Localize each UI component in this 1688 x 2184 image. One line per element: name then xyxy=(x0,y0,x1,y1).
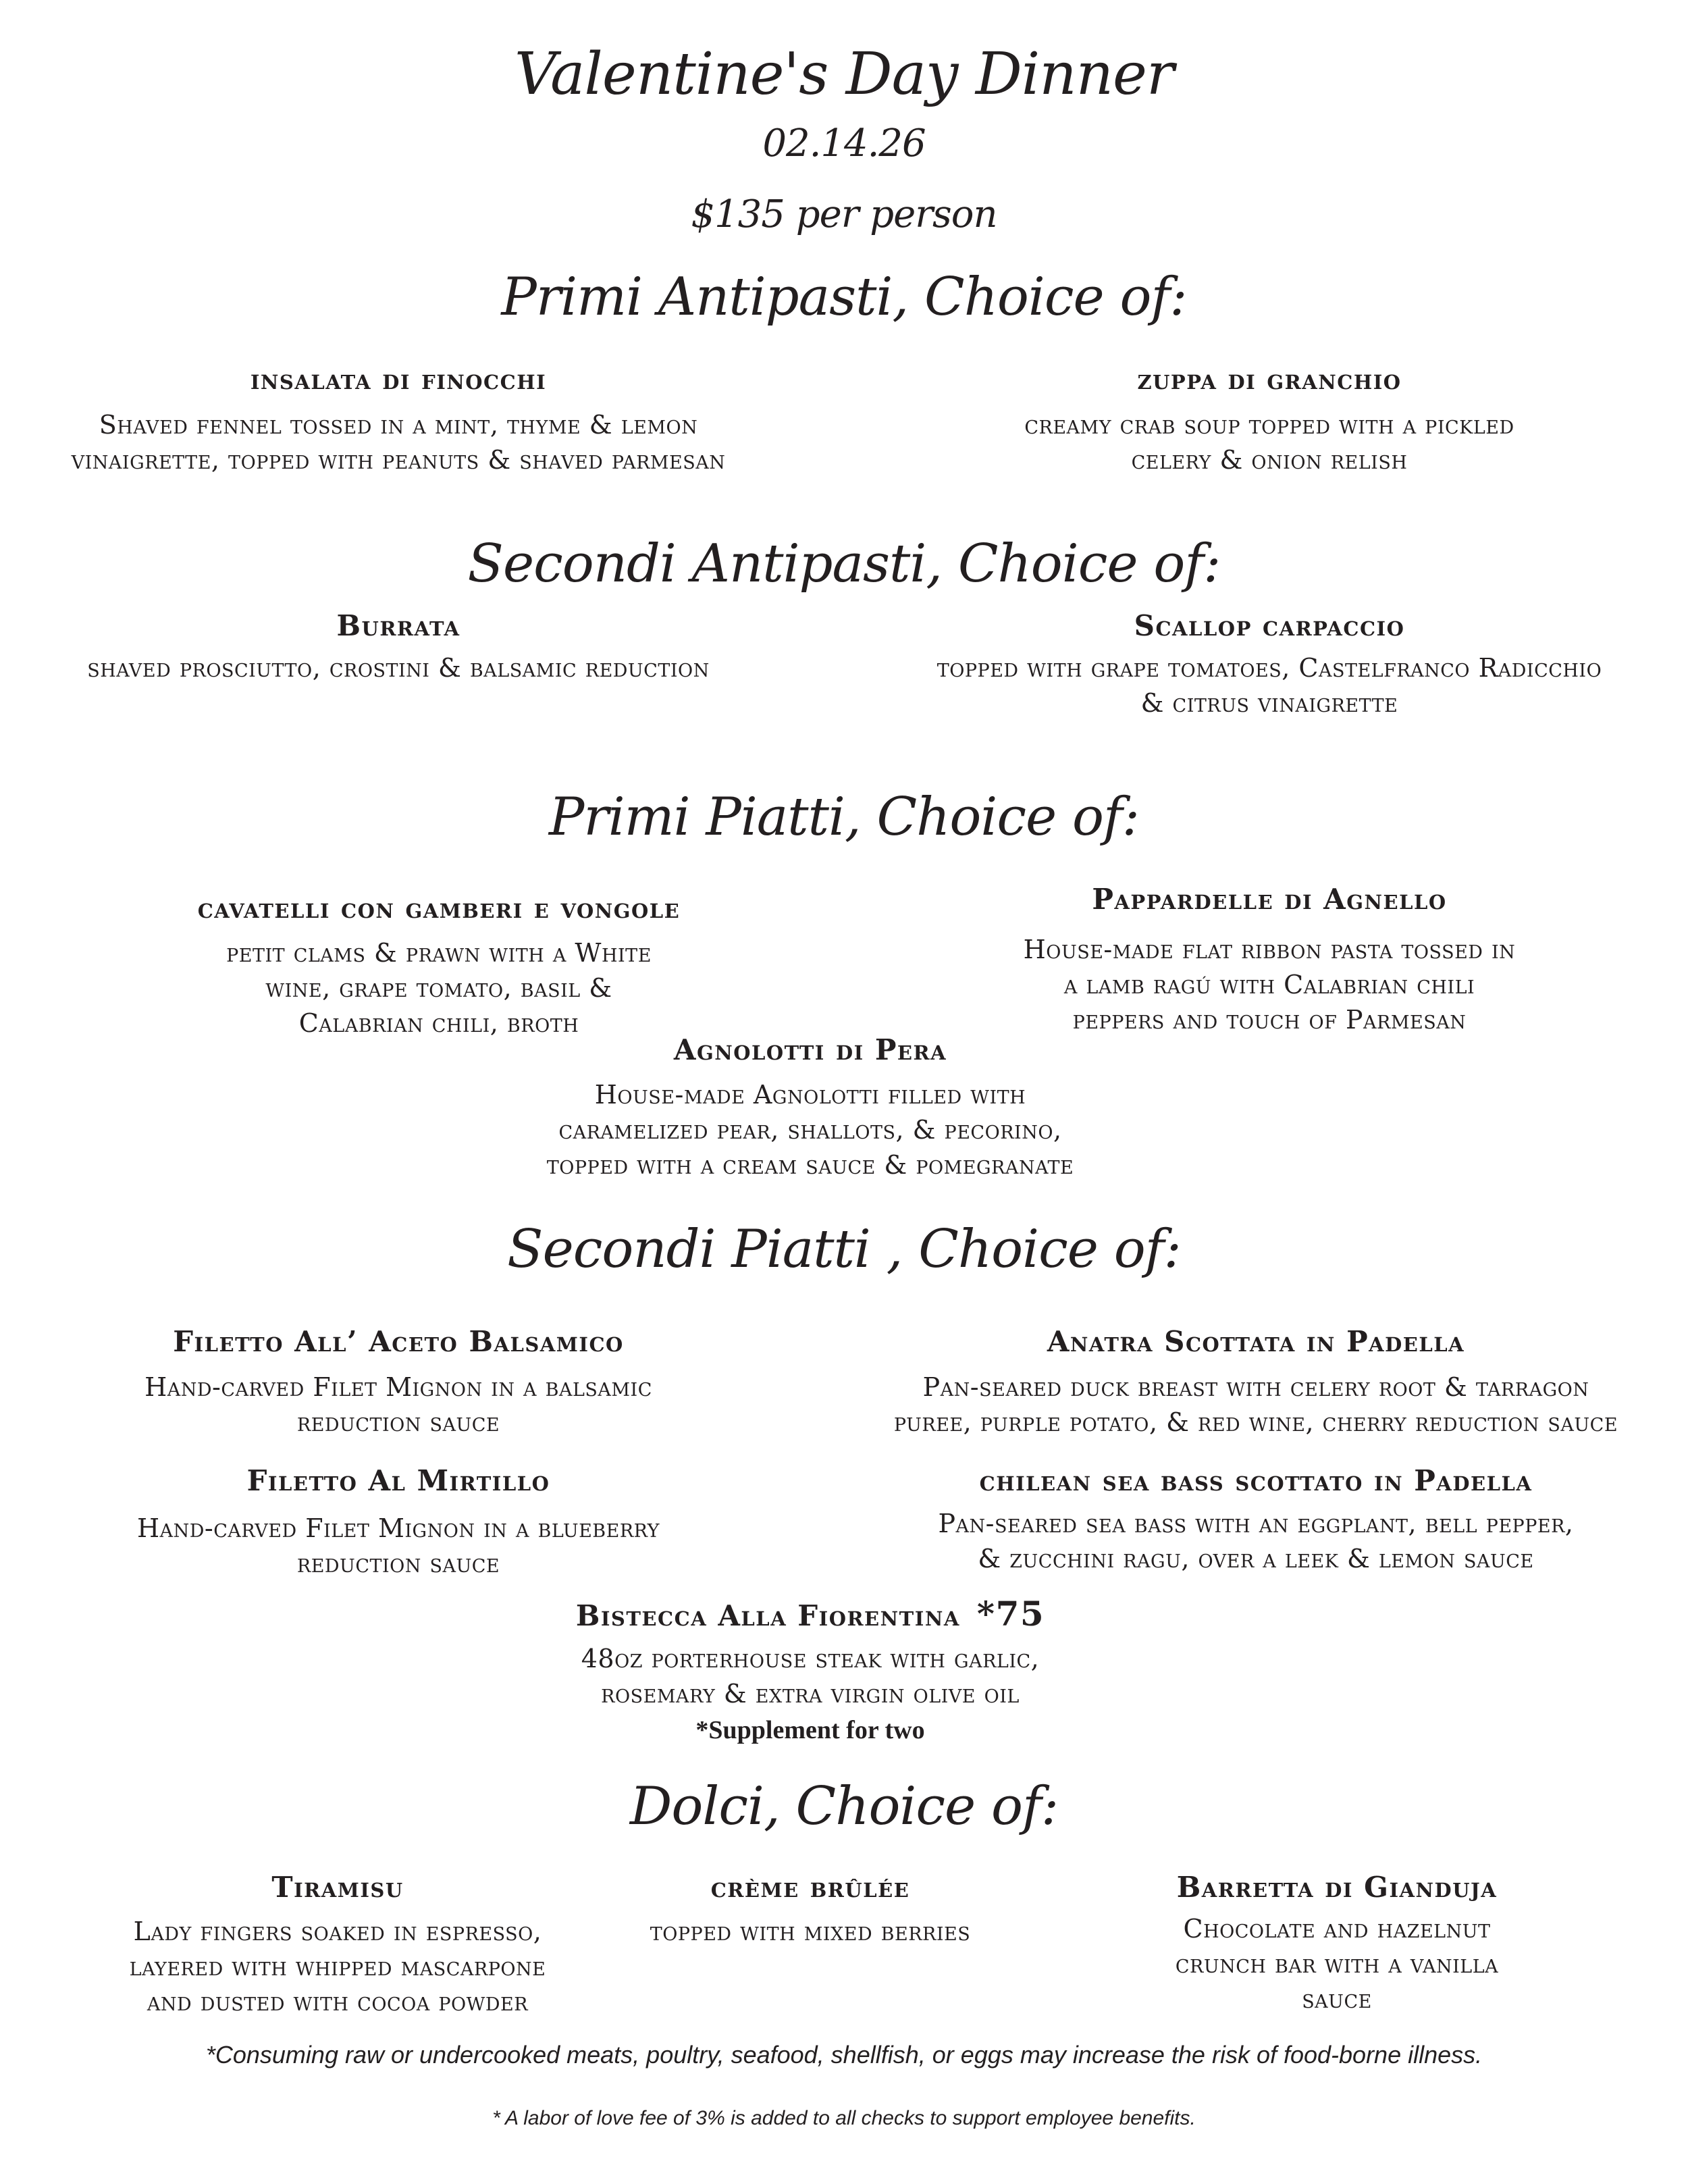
dish-name: crème brûlée xyxy=(710,1871,910,1904)
dish-name: Barretta di Gianduja xyxy=(1176,1871,1498,1904)
dish-description: 48oz porterhouse steak with garlic, rosemary & extra virgin olive oil xyxy=(581,1644,1040,1709)
dish-name: Filetto All’ Aceto Balsamico xyxy=(173,1325,624,1358)
dish-description: Lady fingers soaked in espresso, layered with whipped mascarpone and dusted with cocoa powder xyxy=(129,1917,546,2017)
dish-name: Pappardelle di Agnello xyxy=(1092,883,1447,916)
dish-description: Chocolate and hazelnut crunch bar with a vanilla sauce xyxy=(1175,1914,1499,2014)
dish-description: Pan-seared duck breast with celery root & tarragon puree, purple potato, & red wine, cherry reduction sauce xyxy=(893,1372,1618,1437)
dish-description: petit clams & prawn with a White wine, grape tomato, basil & Calabrian chili, broth xyxy=(226,938,652,1038)
dish-name: cavatelli con gamberi e vongole xyxy=(197,891,681,925)
section-heading-dolci: Dolci, Choice of: xyxy=(629,1776,1059,1837)
dish-description: House-made flat ribbon pasta tossed in a lamb ragú with Calabrian chili peppers and touch of Parmesan xyxy=(1023,935,1516,1035)
dish-description: Pan-seared sea bass with an eggplant, bell pepper, & zucchini ragu, over a leek & lemon sauce xyxy=(938,1509,1574,1574)
section-heading-primi-antipasti: Primi Antipasti, Choice of: xyxy=(501,267,1187,328)
menu-title: Valentine's Day Dinner xyxy=(514,41,1174,108)
dish-name: Burrata xyxy=(336,609,460,642)
supplement-note: *Supplement for two xyxy=(695,1716,925,1744)
dish-description: creamy crab soup topped with a pickled celery & onion relish xyxy=(1024,410,1514,475)
dish-name: Filetto Al Mirtillo xyxy=(246,1464,550,1497)
section-heading-secondi-antipasti: Secondi Antipasti, Choice of: xyxy=(467,534,1221,594)
labor-fee-note: * A labor of love fee of 3% is added to all checks to support employee benefits. xyxy=(492,2107,1196,2129)
dish-description: House-made Agnolotti filled with caramelized pear, shallots, & pecorino, topped with a cream sauce & pomegranate xyxy=(546,1080,1074,1180)
dish-description: shaved prosciutto, crostini & balsamic reduction xyxy=(87,653,710,683)
dish-description: topped with grape tomatoes, Castelfranco Radicchio & citrus vinaigrette xyxy=(937,653,1602,718)
dish-description: Shaved fennel tossed in a mint, thyme & lemon vinaigrette, topped with peanuts & shaved parmesan xyxy=(71,410,726,475)
food-safety-disclaimer: *Consuming raw or undercooked meats, poultry, seafood, shellfish, or eggs may increase the risk of food-borne illness. xyxy=(205,2041,1483,2069)
dish-name: chilean sea bass scottato in Padella xyxy=(979,1464,1533,1497)
dish-name: Scallop carpaccio xyxy=(1134,609,1405,642)
dish-name: zuppa di granchio xyxy=(1137,363,1402,396)
price-per-person: $135 per person xyxy=(691,192,997,236)
dish-description: topped with mixed berries xyxy=(650,1917,971,1946)
dish-name: Tiramisu xyxy=(271,1871,404,1904)
dish-name: Anatra Scottata in Padella xyxy=(1047,1325,1465,1358)
supplement-price: *75 xyxy=(976,1594,1045,1634)
section-heading-secondi-piatti: Secondi Piatti , Choice of: xyxy=(507,1219,1181,1280)
dish-description: Hand-carved Filet Mignon in a blueberry reduction sauce xyxy=(137,1513,660,1578)
dish-name-with-supplement xyxy=(405,1594,1215,1634)
dish-description: Hand-carved Filet Mignon in a balsamic reduction sauce xyxy=(144,1372,652,1437)
section-heading-primi-piatti: Primi Piatti, Choice of: xyxy=(548,787,1140,848)
dish-name: insalata di finocchi xyxy=(250,363,547,396)
event-date: 02.14.26 xyxy=(762,122,926,165)
dish-name: Bistecca Alla Fiorentina xyxy=(575,1599,960,1632)
dish-name: Agnolotti di Pera xyxy=(673,1033,947,1066)
